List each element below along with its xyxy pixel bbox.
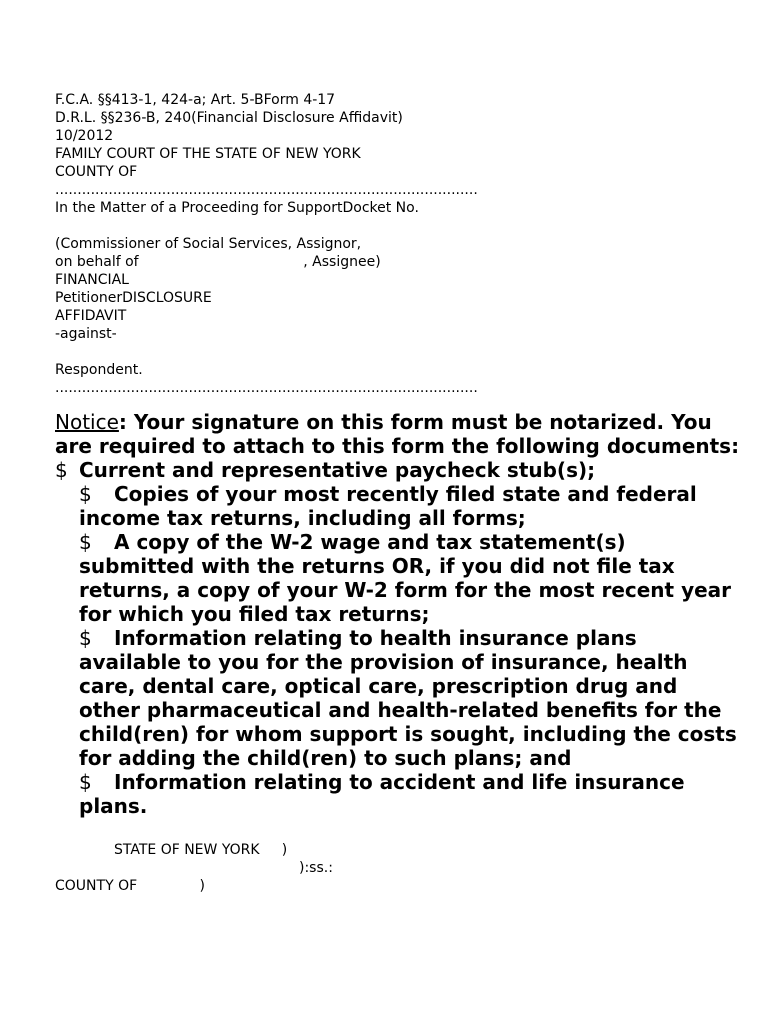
item-text: Information relating to accident and life insurance plans. (79, 770, 685, 818)
venue-ss: ):ss.: (299, 860, 333, 876)
notice-intro-text: : Your signature on this form must be notarized. You are required to attach to this form the following documents: (55, 410, 740, 458)
list-item (55, 530, 745, 626)
form-date: 10/2012 (55, 128, 114, 144)
dotted-separator: ............................................................................................... (55, 182, 478, 198)
notice-intro (55, 410, 745, 458)
list-item (55, 770, 745, 818)
bullet-symbol: $ (79, 482, 92, 506)
doc-title-affidavit: AFFIDAVIT (55, 308, 127, 324)
list-item (55, 482, 745, 530)
county-label: COUNTY OF (55, 164, 138, 180)
notice-section (55, 410, 745, 818)
court-name: FAMILY COURT OF THE STATE OF NEW YORK (55, 146, 361, 162)
list-item (55, 626, 745, 770)
matter-title: In the Matter of a Proceeding for SupportDocket No. (55, 200, 419, 216)
statute-ref-line: F.C.A. §§413-1, 424-a; Art. 5-BForm 4-17 (55, 92, 336, 108)
assignor-line: (Commissioner of Social Services, Assignor, (55, 236, 362, 252)
venue-state: STATE OF NEW YORK ) (114, 842, 288, 858)
bullet-symbol: $ (79, 530, 92, 554)
dotted-separator: ............................................................................................... (55, 380, 478, 396)
blank-line (55, 343, 735, 361)
respondent-label: Respondent. (55, 362, 143, 378)
notice-label: Notice (55, 410, 119, 434)
against-label: -against- (55, 326, 117, 342)
item-text: Copies of your most recently filed state and federal income tax returns, including all forms; (79, 482, 697, 530)
case-header (55, 91, 735, 397)
doc-title-financial: FINANCIAL (55, 272, 129, 288)
assignee-line: on behalf of , Assignee) (55, 254, 381, 270)
statute-ref-line-2: D.R.L. §§236-B, 240(Financial Disclosure Affidavit) (55, 110, 403, 126)
list-item (55, 458, 745, 482)
bullet-symbol: $ (79, 770, 92, 794)
venue-county: COUNTY OF ) (55, 878, 205, 894)
bullet-symbol: $ (55, 458, 68, 482)
item-text: Information relating to health insurance plans available to you for the provision of insurance, health care, dental care, optical care, prescription drug and other pharmaceutical and health-related benefits for the child(ren) for whom support is sought, including the costs for adding the child(ren) to such plans; and (79, 626, 737, 770)
blank-line (55, 217, 735, 235)
bullet-symbol: $ (79, 626, 92, 650)
petitioner-disclosure: PetitionerDISCLOSURE (55, 290, 212, 306)
item-text: A copy of the W-2 wage and tax statement(s) submitted with the returns OR, if you did not file tax returns, a copy of your W-2 form for the most recent year for which you filed tax returns; (79, 530, 732, 626)
item-text: Current and representative paycheck stub(s); (79, 458, 596, 482)
